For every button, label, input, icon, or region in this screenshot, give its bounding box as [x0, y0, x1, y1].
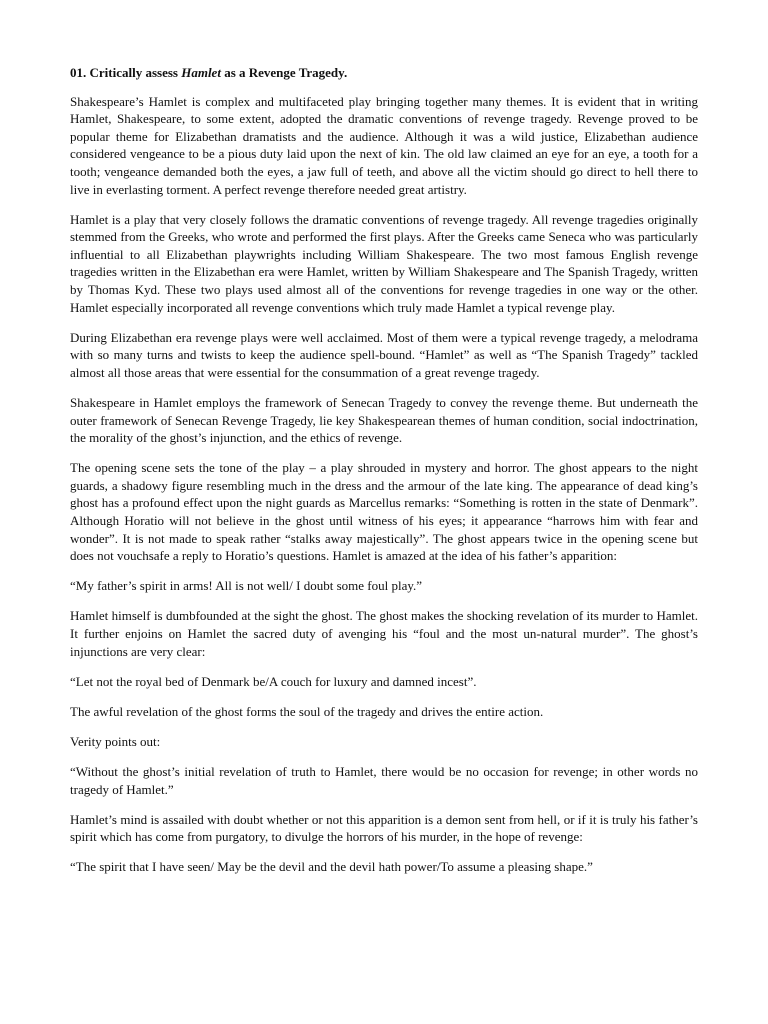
paragraph-ghost-revelation: Hamlet himself is dumbfounded at the sight the ghost. The ghost makes the shocking revelation of its murder to Hamlet. It further enjoins on Hamlet the sacred duty of avenging his “foul and the most un-natural murder”. The ghost’s injunctions are very clear:	[70, 608, 698, 659]
paragraph-doubt: Hamlet’s mind is assailed with doubt whether or not this apparition is a demon sent from hell, or if it is truly his father’s spirit which has come from purgatory, to divulge the horrors of his murder, in the hope of revenge:	[70, 811, 698, 845]
paragraph-intro: Shakespeare’s Hamlet is complex and multifaceted play bringing together many themes. It is evident that in writing Hamlet, Shakespeare, to some extent, adopted the dramatic conventions of revenge tragedy. Revenge proved to be popular theme for Elizabethan dramatists and the audience. Although it was a wild justice, Elizabethan audience considered vengeance to be a pious duty laid upon the next of kin. The old law claimed an eye for an eye, a tooth for a tooth; vengeance demanded both the eyes, a jaw full of teeth, and above all the victim should go direct to hell there to live in everlasting torment. A perfect revenge therefore needed great artistry.	[70, 93, 698, 197]
heading-number: 01. Critically assess	[70, 65, 182, 80]
quote-spirit-devil: “The spirit that I have seen/ May be the devil and the devil hath power/To assume a pleasing shape.”	[70, 859, 593, 875]
paragraph-opening-scene: The opening scene sets the tone of the play – a play shrouded in mystery and horror. The ghost appears to the night guards, a shadowy figure resembling much in the dress and the armour of the late king. The appearance of dead king’s ghost has a profound effect upon the night guards as Marcellus remarks: “Something is rotten in the state of Denmark”. Although Horatio will not believe in the ghost until witness of his eyes; it appearance “harrows him with fear and wonder”. It is not made to speak rather “stalks away majestically”. The ghost appears twice in the opening scene but does not vouchsafe a reply to Horatio’s questions. Hamlet is amazed at the idea of his father’s apparition:	[70, 460, 698, 564]
quote-fathers-spirit: “My father’s spirit in arms! All is not well/ I doubt some foul play.”	[70, 578, 423, 594]
quote-royal-bed: “Let not the royal bed of Denmark be/A couch for luxury and damned incest”.	[70, 673, 477, 689]
paragraph-elizabethan-era: During Elizabethan era revenge plays were well acclaimed. Most of them were a typical revenge tragedy, a melodrama with so many turns and twists to keep the audience spell-bound. “Hamlet” as well as “The Spanish Tragedy” tackled almost all those areas that were essential for the consummation of a great revenge tragedy.	[70, 329, 698, 380]
essay-heading	[70, 64, 698, 82]
paragraph-soul-of-tragedy: The awful revelation of the ghost forms the soul of the tragedy and drives the entire action.	[70, 703, 544, 719]
heading-title-italic: Hamlet	[181, 65, 221, 80]
document-page	[70, 64, 698, 888]
paragraph-senecan: Shakespeare in Hamlet employs the framework of Senecan Tragedy to convey the revenge theme. But underneath the outer framework of Senecan Revenge Tragedy, lie key Shakespearean themes of human condition, social indoctrination, the morality of the ghost’s injunction, and the ethics of revenge.	[70, 395, 698, 446]
heading-rest: as a Revenge Tragedy.	[220, 65, 348, 80]
paragraph-conventions: Hamlet is a play that very closely follows the dramatic conventions of revenge tragedy. All revenge tragedies originally stemmed from the Greeks, who wrote and performed the first plays. After the Greeks came Seneca who was particularly influential to all Elizabethan playwrights including William Shakespeare. The two most famous English revenge tragedies written in the Elizabethan era were Hamlet, written by William Shakespeare and The Spanish Tragedy, written by Thomas Kyd. These two plays used almost all of the conventions for revenge tragedies in one way or the other. Hamlet especially incorporated all revenge conventions which truly made Hamlet a typical revenge play.	[70, 211, 698, 315]
paragraph-verity: Verity points out:	[70, 733, 161, 749]
quote-verity: “Without the ghost’s initial revelation of truth to Hamlet, there would be no occasion for revenge; in other words no tragedy of Hamlet.”	[70, 764, 698, 797]
